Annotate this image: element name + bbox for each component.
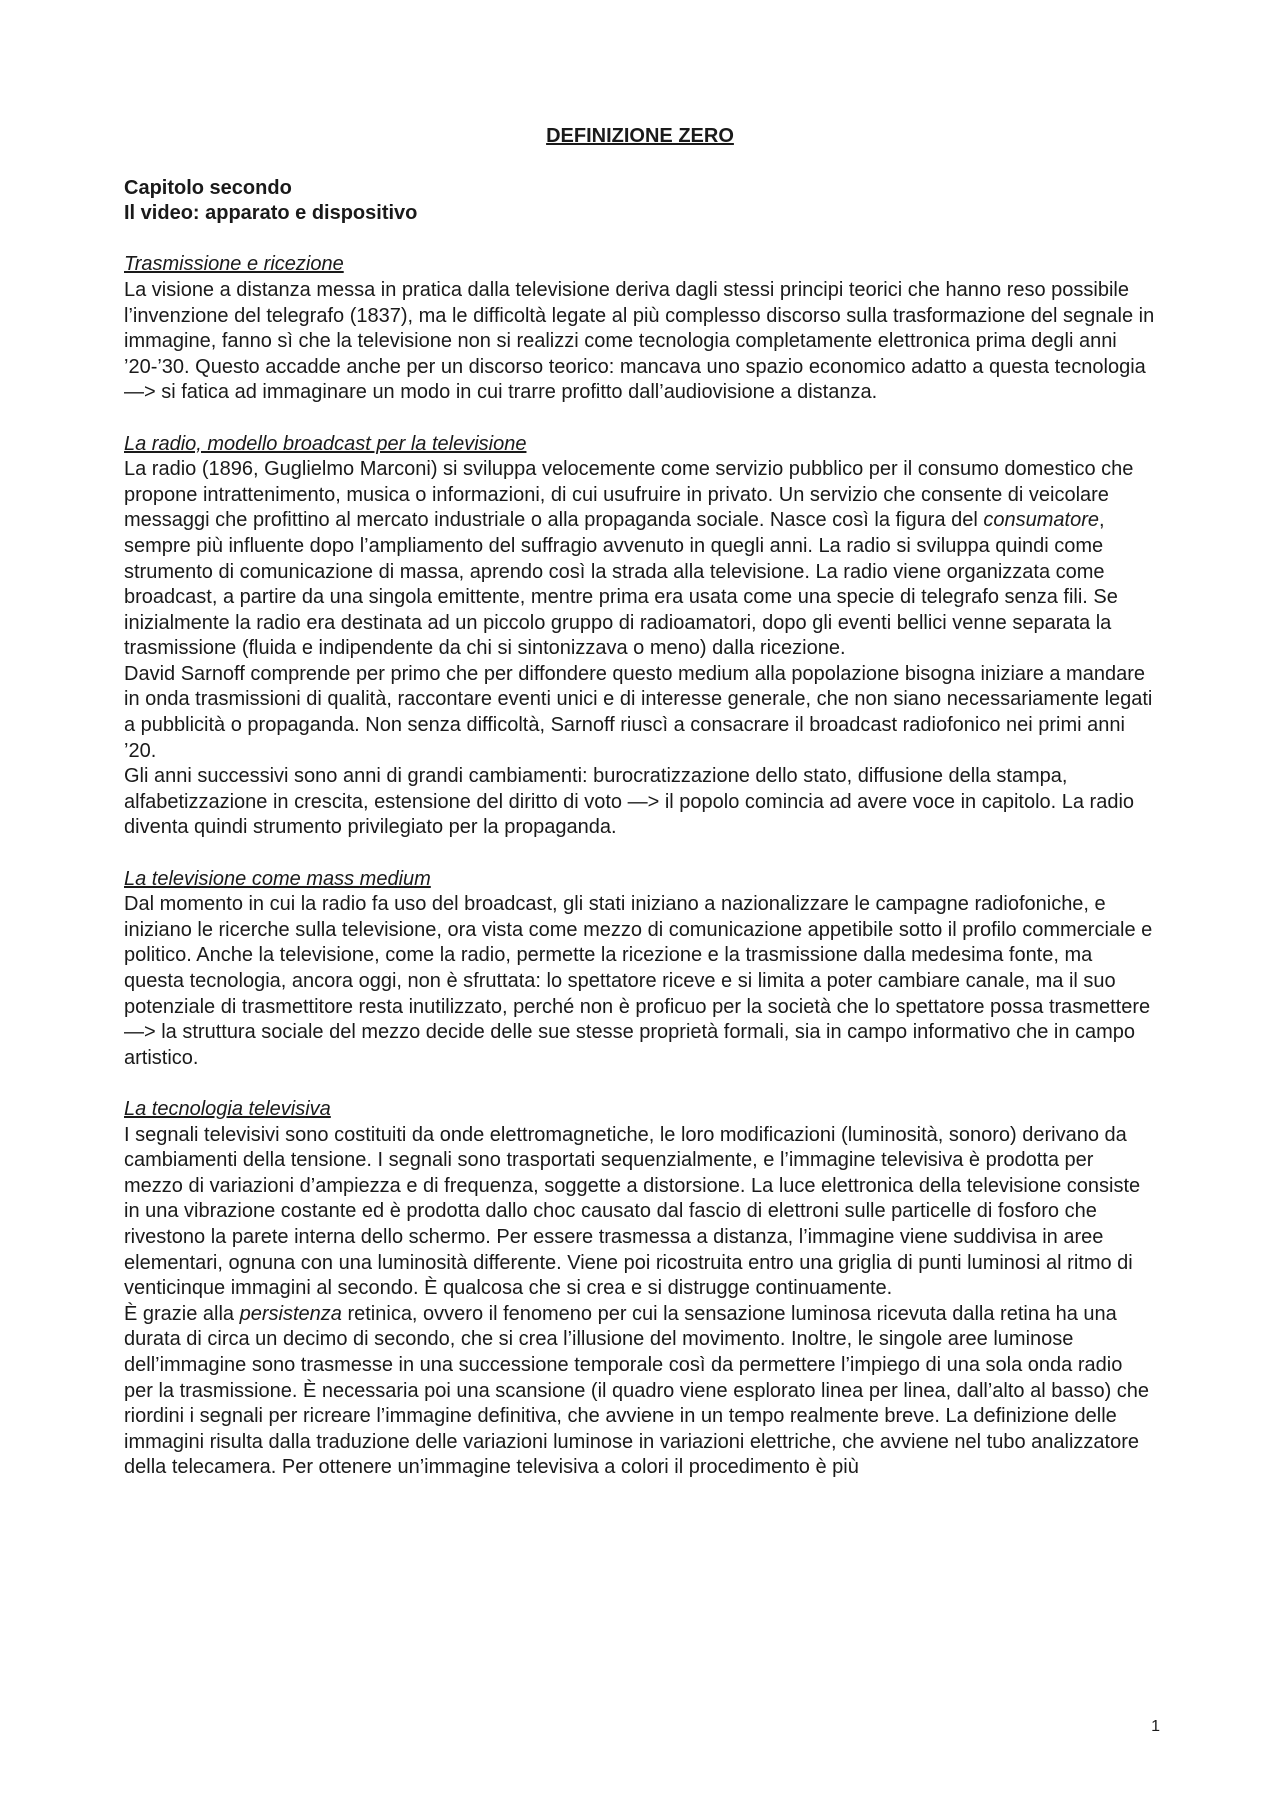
- body-paragraph: [124, 278, 1156, 406]
- section: [124, 1097, 1156, 1481]
- section-heading: La radio, modello broadcast per la televisione: [124, 432, 527, 455]
- section: [124, 432, 1156, 842]
- body-paragraph: [124, 1302, 1156, 1481]
- paragraph-text: La radio (1896, Guglielmo Marconi) si sviluppa velocemente come servizio pubblico per il consumo domestico che propone intrattenimento, musica o informazioni, di cui usufruire in privato. Un servizio che consente di veicolare messaggi che profittino al mercato industriale o alla propaganda sociale. Nasce così la figura del: [124, 458, 1134, 532]
- page-number: 1: [1151, 1718, 1160, 1735]
- section: [124, 867, 1156, 1072]
- emphasis-term: persistenza: [239, 1302, 342, 1325]
- section: [124, 252, 1156, 406]
- section-heading: La tecnologia televisiva: [124, 1097, 331, 1120]
- chapter-label: Capitolo secondo: [124, 176, 292, 199]
- body-paragraph: [124, 457, 1156, 662]
- paragraph-text: retinica, ovvero il fenomeno per cui la sensazione luminosa ricevuta dalla retina ha una durata di circa un decimo di secondo, che si crea l’illusione del movimento. Inoltre, le singole aree luminose dell’immagine sono trasmesse in una successione temporale così da permettere l’impiego di una sola onda radio per la trasmissione. È necessaria poi una scansione (il quadro viene esplorato linea per linea, dall’alto al basso) che riordini i segnali per ricreare l’immagine definitiva, che avviene in un tempo realmente breve. La definizione delle immagini risulta dalla traduzione delle variazioni luminose in variazioni elettriche, che avviene nel tubo analizzatore della telecamera. Per ottenere un’immagine televisiva a colori il procedimento è più: [124, 1302, 1150, 1479]
- body-paragraph: [124, 1123, 1156, 1302]
- paragraph-text: David Sarnoff comprende per primo che per diffondere questo medium alla popolazione bisogna iniziare a mandare in onda trasmissioni di qualità, raccontare eventi unici e di interesse generale, che non siano necessariamente legati a pubblicità o propaganda. Non senza difficoltà, Sarnoff riuscì a consacrare il broadcast radiofonico nei primi anni ’20.: [124, 662, 1153, 762]
- paragraph-text: Dal momento in cui la radio fa uso del broadcast, gli stati iniziano a nazionalizzare le campagne radiofoniche, e iniziano le ricerche sulla televisione, ora vista come mezzo di comunicazione appetibile sotto il profilo commerciale e politico. Anche la televisione, come la radio, permette la ricezione e la trasmissione dalla medesima fonte, ma questa tecnologia, ancora oggi, non è sfruttata: lo spettatore riceve e si limita a poter cambiare canale, ma il suo potenziale di trasmettitore resta inutilizzato, perché non è proficuo per la società che lo spettatore possa trasmettere —> la struttura sociale del mezzo decide delle sue stesse proprietà formali, sia in campo informativo che in campo artistico.: [124, 893, 1153, 1069]
- section-heading: La televisione come mass medium: [124, 867, 431, 890]
- paragraph-text: I segnali televisivi sono costituiti da onde elettromagnetiche, le loro modificazioni (luminosità, sonoro) derivano da cambiamenti della tensione. I segnali sono trasportati sequenzialmente, e l’immagine televisiva è prodotta per mezzo di variazioni d’ampiezza e di frequenza, soggette a distorsione. La luce elettronica della televisione consiste in una vibrazione costante ed è prodotta dallo choc causato dal fascio di elettroni sulle particelle di fosforo che rivestono la parete interna dello schermo. Per essere trasmessa a distanza, l’immagine viene suddivisa in aree elementari, ognuna con una luminosità differente. Viene poi ricostruita entro una griglia di punti luminosi al ritmo di venticinque immagini al secondo. È qualcosa che si crea e si distrugge continuamente.: [124, 1123, 1141, 1300]
- body-paragraph: [124, 662, 1156, 764]
- paragraph-text: La visione a distanza messa in pratica dalla televisione deriva dagli stessi principi teorici che hanno reso possibile l’invenzione del telegrafo (1837), ma le difficoltà legate al più complesso discorso sulla trasformazione del segnale in immagine, fanno sì che la televisione non si realizzi come tecnologia completamente elettronica prima degli anni ’20-’30. Questo accadde anche per un discorso teorico: mancava uno spazio economico adatto a questa tecnologia —> si fatica ad immaginare un modo in cui trarre profitto dall’audiovisione a distanza.: [124, 278, 1155, 404]
- chapter-subtitle: Il video: apparato e dispositivo: [124, 202, 418, 225]
- document-title: DEFINIZIONE ZERO: [546, 125, 734, 147]
- paragraph-text: , sempre più influente dopo l’ampliamento del suffragio avvenuto in quegli anni. La radio si sviluppa quindi come strumento di comunicazione di massa, aprendo così la strada alla televisione. La radio viene organizzata come broadcast, a partire da una singola emittente, mentre prima era usata come una specie di telegrafo senza fili. Se inizialmente la radio era destinata ad un piccolo gruppo di radioamatori, dopo gli eventi bellici venne separata la trasmissione (fluida e indipendente da chi si sintonizzava o meno) dalla ricezione.: [124, 509, 1118, 660]
- sections-container: [124, 252, 1156, 1481]
- body-paragraph: [124, 892, 1156, 1071]
- body-paragraph: [124, 764, 1156, 841]
- section-heading: Trasmissione e ricezione: [124, 253, 344, 276]
- paragraph-text: Gli anni successivi sono anni di grandi cambiamenti: burocratizzazione dello stato, diffusione della stampa, alfabetizzazione in crescita, estensione del diritto di voto —> il popolo comincia ad avere voce in capitolo. La radio diventa quindi strumento privilegiato per la propaganda.: [124, 765, 1135, 839]
- page-content: [124, 124, 1156, 1506]
- emphasis-term: consumatore: [983, 509, 1099, 532]
- paragraph-text: È grazie alla: [124, 1302, 240, 1325]
